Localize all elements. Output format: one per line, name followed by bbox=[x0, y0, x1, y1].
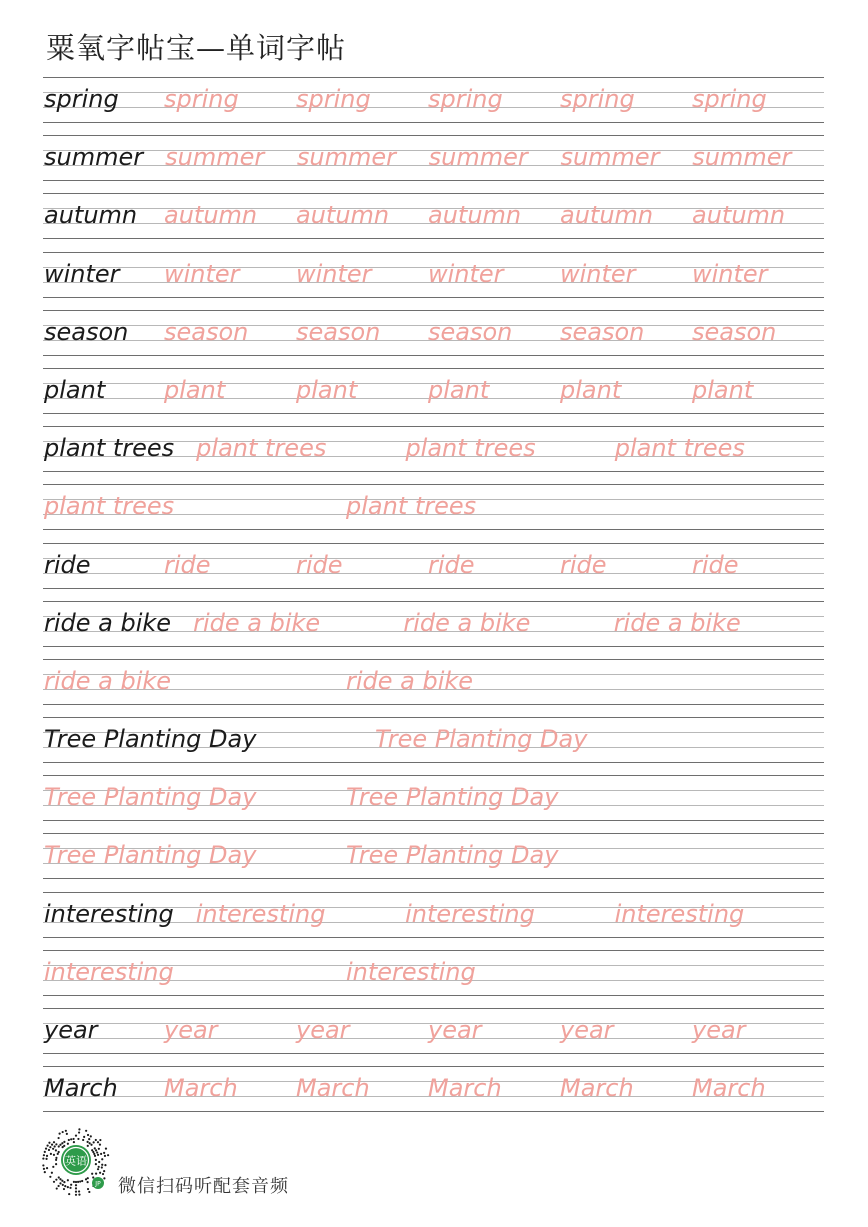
trace-word: ride bbox=[428, 550, 475, 579]
trace-word: season bbox=[164, 317, 249, 346]
trace-word: March bbox=[296, 1074, 370, 1103]
trace-word: year bbox=[428, 1016, 482, 1044]
trace-word: year bbox=[560, 1016, 614, 1044]
trace-word: interesting bbox=[614, 899, 745, 928]
svg-text:JP: JP bbox=[95, 1180, 101, 1188]
trace-word: autumn bbox=[692, 201, 786, 230]
trace-word: Tree Planting Day bbox=[346, 841, 559, 870]
trace-word: ride bbox=[560, 550, 607, 579]
practice-row bbox=[43, 310, 824, 368]
trace-word: ride a bike bbox=[44, 666, 172, 695]
trace-word: spring bbox=[560, 85, 635, 113]
model-word: ride a bike bbox=[44, 608, 172, 637]
trace-word: March bbox=[164, 1074, 238, 1103]
trace-word: March bbox=[692, 1074, 766, 1103]
trace-word: ride a bike bbox=[346, 666, 474, 695]
practice-row bbox=[43, 1066, 824, 1112]
trace-word: interesting bbox=[44, 957, 174, 986]
trace-word: ride a bike bbox=[403, 608, 531, 637]
practice-row bbox=[43, 950, 824, 1008]
model-word: year bbox=[44, 1016, 98, 1044]
scan-instruction: 微信扫码听配套音频 bbox=[118, 1176, 289, 1197]
model-word: plant trees bbox=[44, 434, 175, 463]
qr-code-icon[interactable] bbox=[40, 1126, 112, 1198]
trace-word: winter bbox=[296, 259, 372, 288]
practice-row bbox=[43, 426, 824, 484]
practice-row bbox=[43, 892, 824, 950]
model-word: March bbox=[44, 1074, 118, 1103]
trace-word: plant bbox=[560, 375, 622, 404]
trace-word: plant trees bbox=[614, 434, 745, 463]
practice-row bbox=[43, 833, 824, 891]
trace-word: ride a bike bbox=[613, 608, 741, 637]
trace-word: year bbox=[692, 1016, 746, 1044]
trace-word: autumn bbox=[164, 201, 258, 230]
trace-word: Tree Planting Day bbox=[44, 841, 257, 870]
footer bbox=[40, 1126, 440, 1206]
trace-word: plant bbox=[428, 375, 490, 404]
trace-word: season bbox=[296, 317, 381, 346]
model-word: summer bbox=[44, 143, 144, 172]
trace-word: plant trees bbox=[405, 434, 536, 463]
model-word: ride bbox=[44, 550, 91, 579]
practice-row bbox=[43, 252, 824, 310]
trace-word: ride bbox=[692, 550, 739, 579]
practice-row bbox=[43, 543, 824, 601]
trace-word: spring bbox=[692, 85, 767, 113]
trace-word: spring bbox=[428, 85, 503, 113]
model-word: winter bbox=[44, 259, 120, 288]
trace-word: March bbox=[560, 1074, 634, 1103]
trace-word: ride bbox=[164, 550, 211, 579]
trace-word: plant trees bbox=[346, 492, 477, 521]
practice-row bbox=[43, 77, 824, 135]
trace-word: March bbox=[428, 1074, 502, 1103]
trace-word: plant bbox=[164, 375, 226, 404]
badge-label: 英语 bbox=[65, 1154, 87, 1168]
trace-word: summer bbox=[428, 143, 528, 172]
trace-word: year bbox=[164, 1016, 218, 1044]
model-word: autumn bbox=[44, 201, 138, 230]
trace-word: winter bbox=[428, 259, 504, 288]
handwriting-sheet bbox=[43, 77, 824, 1112]
trace-word: season bbox=[428, 317, 513, 346]
trace-word: plant trees bbox=[44, 492, 175, 521]
model-word: interesting bbox=[44, 899, 174, 928]
practice-row bbox=[43, 193, 824, 251]
trace-word: summer bbox=[692, 143, 792, 172]
trace-word: plant bbox=[692, 375, 754, 404]
model-word: Tree Planting Day bbox=[44, 725, 257, 754]
practice-row bbox=[43, 484, 824, 542]
trace-word: summer bbox=[165, 143, 265, 172]
practice-row bbox=[43, 775, 824, 833]
trace-word: interesting bbox=[405, 899, 535, 928]
trace-word: Tree Planting Day bbox=[44, 783, 257, 812]
trace-word: summer bbox=[296, 143, 396, 172]
trace-word: summer bbox=[560, 143, 660, 172]
page-title: 粟氧字帖宝—单词字帖 bbox=[46, 31, 347, 65]
trace-word: autumn bbox=[296, 201, 390, 230]
trace-word: season bbox=[692, 317, 777, 346]
trace-word: season bbox=[560, 317, 645, 346]
trace-word: autumn bbox=[560, 201, 654, 230]
trace-word: ride a bike bbox=[193, 608, 321, 637]
trace-word: autumn bbox=[428, 201, 522, 230]
trace-word: spring bbox=[164, 85, 239, 113]
trace-word: plant bbox=[296, 375, 358, 404]
trace-word: Tree Planting Day bbox=[375, 725, 588, 754]
trace-word: winter bbox=[560, 259, 636, 288]
trace-word: winter bbox=[164, 259, 240, 288]
practice-row bbox=[43, 1008, 824, 1066]
trace-word: year bbox=[296, 1016, 350, 1044]
practice-row bbox=[43, 135, 824, 193]
trace-word: winter bbox=[692, 259, 768, 288]
trace-word: interesting bbox=[195, 899, 326, 928]
model-word: spring bbox=[44, 85, 119, 113]
practice-row bbox=[43, 368, 824, 426]
trace-word: ride bbox=[296, 550, 343, 579]
practice-row bbox=[43, 717, 824, 775]
trace-word: spring bbox=[296, 85, 371, 113]
model-word: season bbox=[44, 317, 129, 346]
model-word: plant bbox=[44, 375, 106, 404]
trace-word: plant trees bbox=[196, 434, 327, 463]
trace-word: Tree Planting Day bbox=[346, 783, 559, 812]
practice-row bbox=[43, 601, 824, 659]
practice-row bbox=[43, 659, 824, 717]
trace-word: interesting bbox=[346, 957, 476, 986]
